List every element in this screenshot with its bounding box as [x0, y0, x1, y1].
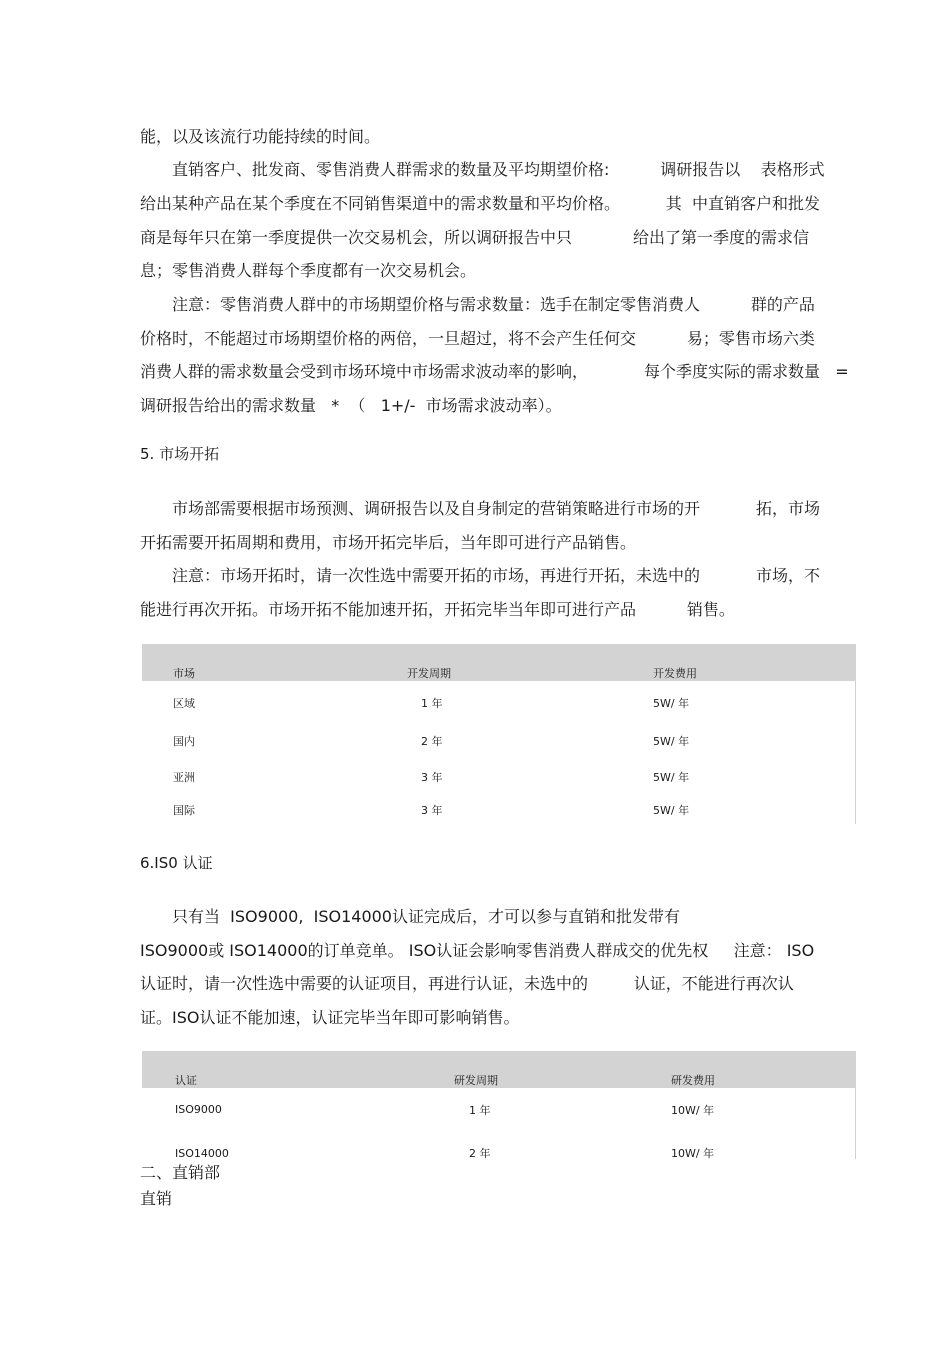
iso-table [142, 1051, 856, 1159]
paragraph-line: 注意：市场开拓时，请一次性选中需要开拓的市场，再进行开拓，未选中的 市场，不 [172, 566, 820, 585]
table-cell: 10W/ 年 [671, 1147, 715, 1160]
table-body [142, 1088, 856, 1159]
table-header-cell: 研发周期 [454, 1074, 498, 1087]
table-cell: 区域 [173, 697, 195, 710]
table-cell: 10W/ 年 [671, 1104, 715, 1117]
paragraph-line: 能，以及该流行功能持续的时间。 [140, 127, 381, 146]
section-heading-iso: 6.IS0 认证 [140, 854, 213, 872]
paragraph-line: 直销客户、批发商、零售消费人群需求的数量及平均期望价格: 调研报告以 表格形式 [172, 160, 825, 179]
table-cell: ISO14000 [175, 1147, 229, 1160]
paragraph-line: 调研报告给出的需求数量 * （ 1+/- 市场需求波动率）。 [140, 396, 562, 415]
table-header [142, 644, 856, 681]
table-cell: 5W/ 年 [653, 735, 690, 748]
table-cell: 5W/ 年 [653, 697, 690, 710]
market-table [142, 644, 856, 824]
table-cell: 5W/ 年 [653, 804, 690, 817]
paragraph-line: 证。ISO认证不能加速，认证完毕当年即可影响销售。 [140, 1008, 520, 1027]
paragraph-line: 市场部需要根据市场预测、调研报告以及自身制定的营销策略进行市场的开 拓，市场 [172, 499, 820, 518]
table-cell: 2 年 [421, 735, 443, 748]
paragraph-line: 注意：零售消费人群中的市场期望价格与需求数量：选手在制定零售消费人 群的产品 [172, 295, 815, 314]
paragraph-line: 息；零售消费人群每个季度都有一次交易机会。 [140, 261, 477, 280]
paragraph-line: ISO9000或 ISO14000的订单竞单。 ISO认证会影响零售消费人群成交的优先权 注意： ISO [140, 941, 815, 960]
table-cell: 1 年 [469, 1104, 491, 1117]
table-header [142, 1051, 856, 1088]
paragraph-line: 给出某种产品在某个季度在不同销售渠道中的需求数量和平均价格。 其 中直销客户和批发 [140, 194, 820, 213]
table-cell: 3 年 [421, 804, 443, 817]
paragraph-line: 消费人群的需求数量会受到市场环境中市场需求波动率的影响， 每个季度实际的需求数量 = [140, 362, 849, 381]
paragraph-line: 开拓需要开拓周期和费用，市场开拓完毕后，当年即可进行产品销售。 [140, 533, 637, 552]
paragraph-line: 只有当 ISO9000, ISO14000认证完成后，才可以参与直销和批发带有 [172, 907, 680, 926]
table-cell: 5W/ 年 [653, 771, 690, 784]
table-cell: 1 年 [421, 697, 443, 710]
table-cell: 2 年 [469, 1147, 491, 1160]
table-cell: 国际 [173, 804, 195, 817]
subheading-direct: 直销 [140, 1189, 173, 1208]
table-cell: 亚洲 [173, 771, 195, 784]
table-cell: ISO9000 [175, 1103, 222, 1116]
paragraph-line: 能进行再次开拓。市场开拓不能加速开拓，开拓完毕当年即可进行产品 销售。 [140, 600, 735, 619]
table-header-cell: 开发费用 [653, 667, 697, 680]
table-cell: 3 年 [421, 771, 443, 784]
paragraph-line: 认证时，请一次性选中需要的认证项目，再进行认证，未选中的 认证，不能进行再次认 [140, 974, 794, 993]
table-header-cell: 市场 [173, 667, 195, 680]
table-header-cell: 认证 [175, 1074, 197, 1087]
paragraph-line: 价格时，不能超过市场期望价格的两倍，一旦超过，将不会产生任何交 易；零售市场六类 [140, 329, 815, 348]
table-header-cell: 开发周期 [407, 667, 451, 680]
table-cell: 国内 [173, 735, 195, 748]
section-heading-market: 5. 市场开拓 [140, 445, 220, 463]
paragraph-line: 商是每年只在第一季度提供一次交易机会，所以调研报告中只 给出了第一季度的需求信 [140, 228, 810, 247]
section-heading-direct-sales: 二、直销部 [140, 1163, 221, 1182]
table-body [142, 681, 856, 824]
table-header-cell: 研发费用 [671, 1074, 715, 1087]
